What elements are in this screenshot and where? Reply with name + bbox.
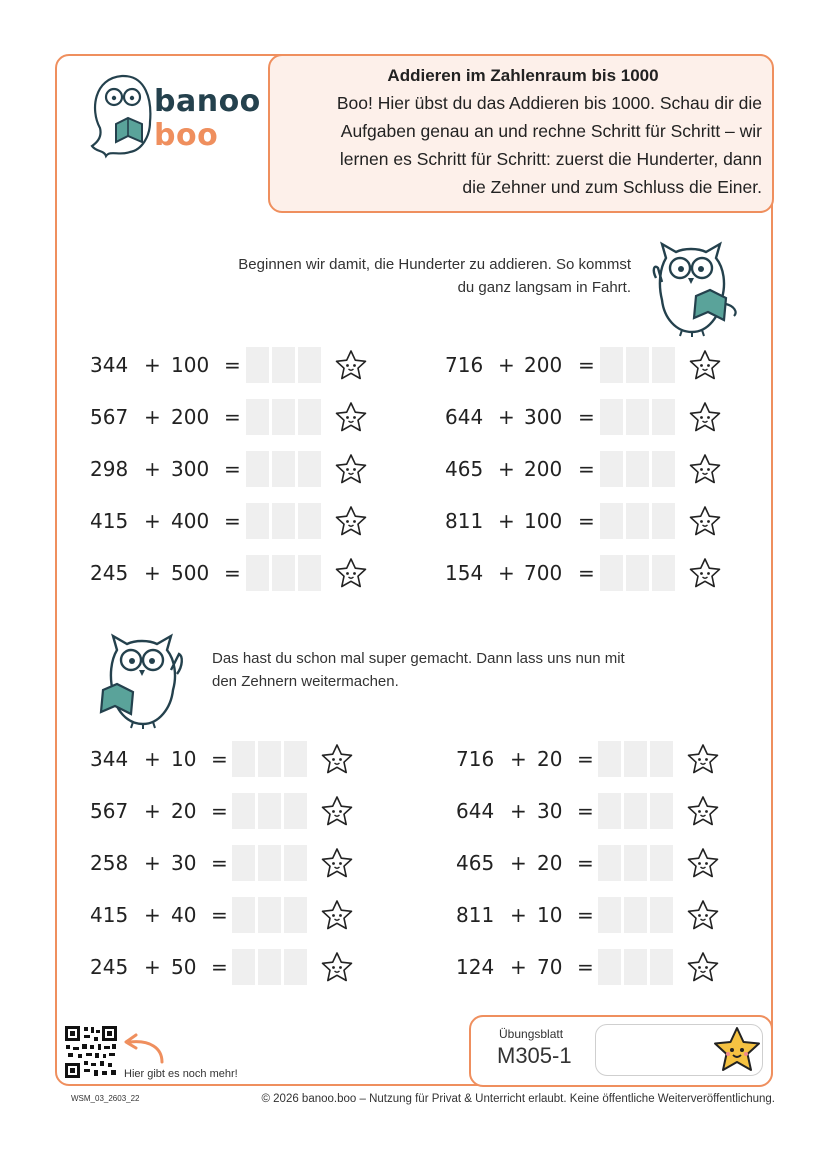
summand-b: 200 xyxy=(524,353,563,377)
answer-boxes xyxy=(246,555,321,591)
answer-box-ones[interactable] xyxy=(650,845,673,881)
plus-sign: + xyxy=(144,851,161,875)
answer-boxes xyxy=(600,399,675,435)
summand-a: 644 xyxy=(456,799,495,823)
curved-arrow-icon xyxy=(120,1032,168,1066)
summand-b: 300 xyxy=(524,405,563,429)
copyright: © 2026 banoo.boo – Nutzung für Privat & Unterricht erlaubt. Keine öffentliche Weiterveröffentlichung. xyxy=(261,1093,775,1105)
answer-box-tens[interactable] xyxy=(258,897,281,933)
answer-box-ones[interactable] xyxy=(284,845,307,881)
equals-sign: = xyxy=(224,457,241,481)
answer-box-ones[interactable] xyxy=(298,347,321,383)
answer-box-ones[interactable] xyxy=(652,451,675,487)
plus-sign: + xyxy=(144,405,161,429)
sheet-label: Übungsblatt xyxy=(499,1027,564,1041)
smiling-star-icon xyxy=(710,1025,764,1075)
equals-sign: = xyxy=(577,955,594,979)
summand-a: 811 xyxy=(445,509,484,533)
exercise-row xyxy=(90,845,390,881)
summand-a: 258 xyxy=(90,851,129,875)
answer-box-tens[interactable] xyxy=(626,555,649,591)
answer-boxes xyxy=(232,949,307,985)
answer-boxes xyxy=(598,845,673,881)
answer-box-tens[interactable] xyxy=(624,949,647,985)
smiling-star-icon[interactable] xyxy=(320,795,354,827)
qr-caption: Hier gibt es noch mehr! xyxy=(124,1068,238,1080)
equals-sign: = xyxy=(577,747,594,771)
summand-a: 154 xyxy=(445,561,484,585)
answer-box-hundreds[interactable] xyxy=(232,845,255,881)
equals-sign: = xyxy=(211,955,228,979)
plus-sign: + xyxy=(498,509,515,533)
plus-sign: + xyxy=(510,955,527,979)
answer-box-hundreds[interactable] xyxy=(246,503,269,539)
worksheet-id: WSM_03_2603_22 xyxy=(71,1094,140,1103)
smiling-star-icon[interactable] xyxy=(320,899,354,931)
answer-box-tens[interactable] xyxy=(258,793,281,829)
hint-line: Das hast du schon mal super gemacht. Dann lass uns nun mit xyxy=(212,650,625,667)
answer-boxes xyxy=(232,897,307,933)
smiling-star-icon[interactable] xyxy=(686,847,720,879)
owl-reading-icon xyxy=(648,238,740,338)
exercise-row xyxy=(90,741,390,777)
summand-b: 20 xyxy=(171,799,197,823)
answer-box-ones[interactable] xyxy=(298,399,321,435)
answer-boxes xyxy=(246,399,321,435)
section1-hint xyxy=(160,253,631,299)
answer-box-hundreds[interactable] xyxy=(598,949,621,985)
summand-a: 344 xyxy=(90,353,129,377)
summand-a: 124 xyxy=(456,955,495,979)
smiling-star-icon[interactable] xyxy=(334,453,368,485)
summand-b: 100 xyxy=(524,509,563,533)
summand-b: 20 xyxy=(537,747,563,771)
answer-box-hundreds[interactable] xyxy=(600,399,623,435)
answer-boxes xyxy=(600,555,675,591)
answer-boxes xyxy=(246,451,321,487)
answer-box-hundreds[interactable] xyxy=(598,793,621,829)
equals-sign: = xyxy=(578,405,595,429)
smiling-star-icon[interactable] xyxy=(334,401,368,433)
hint-line: du ganz langsam in Fahrt. xyxy=(457,279,631,296)
answer-box-hundreds[interactable] xyxy=(600,555,623,591)
answer-box-hundreds[interactable] xyxy=(600,503,623,539)
smiling-star-icon[interactable] xyxy=(688,453,722,485)
answer-box-tens[interactable] xyxy=(272,555,295,591)
answer-boxes xyxy=(232,793,307,829)
summand-a: 415 xyxy=(90,509,129,533)
equals-sign: = xyxy=(211,851,228,875)
intro-line: Aufgaben genau an und rechne Schritt für Schritt – wir xyxy=(340,121,762,141)
plus-sign: + xyxy=(510,903,527,927)
equals-sign: = xyxy=(211,799,228,823)
answer-box-hundreds[interactable] xyxy=(600,347,623,383)
answer-box-ones[interactable] xyxy=(298,451,321,487)
equals-sign: = xyxy=(577,799,594,823)
answer-box-tens[interactable] xyxy=(626,347,649,383)
hint-line: den Zehnern weitermachen. xyxy=(212,673,399,690)
smiling-star-icon[interactable] xyxy=(688,505,722,537)
exercise-row xyxy=(90,793,390,829)
exercise-row xyxy=(90,555,390,591)
answer-boxes xyxy=(246,347,321,383)
plus-sign: + xyxy=(144,955,161,979)
equals-sign: = xyxy=(578,353,595,377)
plus-sign: + xyxy=(144,509,161,533)
exercise-row xyxy=(456,845,756,881)
answer-box-tens[interactable] xyxy=(624,793,647,829)
plus-sign: + xyxy=(510,851,527,875)
plus-sign: + xyxy=(144,561,161,585)
summand-b: 100 xyxy=(171,353,210,377)
summand-a: 644 xyxy=(445,405,484,429)
plus-sign: + xyxy=(144,799,161,823)
smiling-star-icon[interactable] xyxy=(688,349,722,381)
answer-boxes xyxy=(600,451,675,487)
equals-sign: = xyxy=(224,405,241,429)
smiling-star-icon[interactable] xyxy=(686,951,720,983)
equals-sign: = xyxy=(578,561,595,585)
answer-box-ones[interactable] xyxy=(298,503,321,539)
summand-b: 30 xyxy=(537,799,563,823)
hint-line: Beginnen wir damit, die Hunderter zu addieren. So kommst xyxy=(238,256,631,273)
plus-sign: + xyxy=(510,747,527,771)
answer-box-hundreds[interactable] xyxy=(232,741,255,777)
answer-boxes xyxy=(246,503,321,539)
exercise-row xyxy=(90,399,390,435)
answer-box-ones[interactable] xyxy=(284,741,307,777)
exercise-row xyxy=(445,451,745,487)
smiling-star-icon[interactable] xyxy=(686,899,720,931)
summand-b: 40 xyxy=(171,903,197,927)
exercise-row xyxy=(456,741,756,777)
answer-box-ones[interactable] xyxy=(652,399,675,435)
summand-a: 811 xyxy=(456,903,495,927)
summand-b: 300 xyxy=(171,457,210,481)
answer-box-tens[interactable] xyxy=(626,451,649,487)
answer-box-hundreds[interactable] xyxy=(232,897,255,933)
answer-box-ones[interactable] xyxy=(650,793,673,829)
equals-sign: = xyxy=(577,903,594,927)
answer-box-ones[interactable] xyxy=(284,897,307,933)
exercise-row xyxy=(445,555,745,591)
answer-box-hundreds[interactable] xyxy=(246,451,269,487)
summand-b: 700 xyxy=(524,561,563,585)
summand-b: 200 xyxy=(171,405,210,429)
exercise-row xyxy=(445,503,745,539)
exercise-row xyxy=(445,399,745,435)
intro-box xyxy=(268,54,774,213)
answer-box-tens[interactable] xyxy=(258,949,281,985)
summand-b: 50 xyxy=(171,955,197,979)
answer-box-ones[interactable] xyxy=(650,949,673,985)
smiling-star-icon[interactable] xyxy=(334,505,368,537)
summand-a: 716 xyxy=(456,747,495,771)
equals-sign: = xyxy=(224,509,241,533)
summand-b: 30 xyxy=(171,851,197,875)
summand-a: 465 xyxy=(445,457,484,481)
equals-sign: = xyxy=(578,457,595,481)
intro-line: die Zehner und zum Schluss die Einer. xyxy=(462,177,762,197)
answer-box-hundreds[interactable] xyxy=(598,897,621,933)
answer-box-ones[interactable] xyxy=(650,741,673,777)
plus-sign: + xyxy=(498,353,515,377)
exercise-row xyxy=(456,793,756,829)
equals-sign: = xyxy=(224,561,241,585)
exercise-row xyxy=(456,949,756,985)
answer-box-tens[interactable] xyxy=(272,399,295,435)
intro-text xyxy=(284,89,762,201)
exercise-row xyxy=(90,347,390,383)
smiling-star-icon[interactable] xyxy=(688,401,722,433)
plus-sign: + xyxy=(144,457,161,481)
smiling-star-icon[interactable] xyxy=(320,847,354,879)
summand-b: 20 xyxy=(537,851,563,875)
answer-box-ones[interactable] xyxy=(652,555,675,591)
answer-box-hundreds[interactable] xyxy=(598,741,621,777)
smiling-star-icon[interactable] xyxy=(686,795,720,827)
summand-a: 415 xyxy=(90,903,129,927)
exercise-row xyxy=(90,949,390,985)
answer-boxes xyxy=(232,741,307,777)
owl-reading-icon xyxy=(97,630,191,730)
answer-box-ones[interactable] xyxy=(650,897,673,933)
summand-a: 245 xyxy=(90,561,129,585)
answer-box-ones[interactable] xyxy=(284,793,307,829)
plus-sign: + xyxy=(144,747,161,771)
exercise-row xyxy=(90,451,390,487)
plus-sign: + xyxy=(498,561,515,585)
answer-box-tens[interactable] xyxy=(272,503,295,539)
answer-box-hundreds[interactable] xyxy=(246,399,269,435)
exercise-row xyxy=(90,503,390,539)
summand-a: 298 xyxy=(90,457,129,481)
answer-box-hundreds[interactable] xyxy=(246,347,269,383)
qr-code-icon[interactable] xyxy=(64,1025,118,1079)
plus-sign: + xyxy=(144,903,161,927)
summand-b: 400 xyxy=(171,509,210,533)
smiling-star-icon[interactable] xyxy=(334,557,368,589)
answer-box-ones[interactable] xyxy=(298,555,321,591)
plus-sign: + xyxy=(144,353,161,377)
intro-line: lernen es Schritt für Schritt: zuerst die Hunderter, dann xyxy=(339,149,762,169)
brand-name-line2: boo xyxy=(154,118,219,153)
answer-box-tens[interactable] xyxy=(626,399,649,435)
smiling-star-icon[interactable] xyxy=(320,951,354,983)
equals-sign: = xyxy=(211,747,228,771)
answer-box-hundreds[interactable] xyxy=(246,555,269,591)
answer-box-tens[interactable] xyxy=(626,503,649,539)
plus-sign: + xyxy=(498,457,515,481)
answer-boxes xyxy=(598,741,673,777)
summand-a: 344 xyxy=(90,747,129,771)
answer-boxes xyxy=(600,347,675,383)
summand-b: 10 xyxy=(171,747,197,771)
smiling-star-icon[interactable] xyxy=(334,349,368,381)
summand-b: 200 xyxy=(524,457,563,481)
exercise-row xyxy=(90,897,390,933)
smiling-star-icon[interactable] xyxy=(686,743,720,775)
answer-boxes xyxy=(232,845,307,881)
plus-sign: + xyxy=(498,405,515,429)
answer-box-tens[interactable] xyxy=(258,741,281,777)
answer-box-tens[interactable] xyxy=(624,741,647,777)
summand-b: 10 xyxy=(537,903,563,927)
intro-line: Boo! Hier übst du das Addieren bis 1000. Schau dir die xyxy=(336,93,762,113)
answer-box-ones[interactable] xyxy=(652,347,675,383)
summand-a: 567 xyxy=(90,799,129,823)
plus-sign: + xyxy=(510,799,527,823)
answer-boxes xyxy=(598,897,673,933)
answer-boxes xyxy=(600,503,675,539)
equals-sign: = xyxy=(577,851,594,875)
equals-sign: = xyxy=(224,353,241,377)
smiling-star-icon[interactable] xyxy=(320,743,354,775)
answer-box-tens[interactable] xyxy=(624,897,647,933)
section2-hint xyxy=(212,647,682,693)
answer-box-tens[interactable] xyxy=(624,845,647,881)
brand-name-line1: banoo xyxy=(154,84,261,119)
answer-box-hundreds[interactable] xyxy=(600,451,623,487)
summand-a: 567 xyxy=(90,405,129,429)
answer-boxes xyxy=(598,793,673,829)
sheet-code: M305-1 xyxy=(497,1043,572,1068)
answer-boxes xyxy=(598,949,673,985)
summand-a: 465 xyxy=(456,851,495,875)
equals-sign: = xyxy=(211,903,228,927)
answer-box-ones[interactable] xyxy=(284,949,307,985)
answer-box-hundreds[interactable] xyxy=(232,793,255,829)
summand-b: 500 xyxy=(171,561,210,585)
answer-box-hundreds[interactable] xyxy=(232,949,255,985)
summand-b: 70 xyxy=(537,955,563,979)
answer-box-ones[interactable] xyxy=(652,503,675,539)
summand-a: 245 xyxy=(90,955,129,979)
smiling-star-icon[interactable] xyxy=(688,557,722,589)
summand-a: 716 xyxy=(445,353,484,377)
worksheet-title: Addieren im Zahlenraum bis 1000 xyxy=(387,66,659,85)
exercise-row xyxy=(445,347,745,383)
answer-box-tens[interactable] xyxy=(258,845,281,881)
answer-box-tens[interactable] xyxy=(272,451,295,487)
answer-box-hundreds[interactable] xyxy=(598,845,621,881)
exercise-row xyxy=(456,897,756,933)
answer-box-tens[interactable] xyxy=(272,347,295,383)
equals-sign: = xyxy=(578,509,595,533)
